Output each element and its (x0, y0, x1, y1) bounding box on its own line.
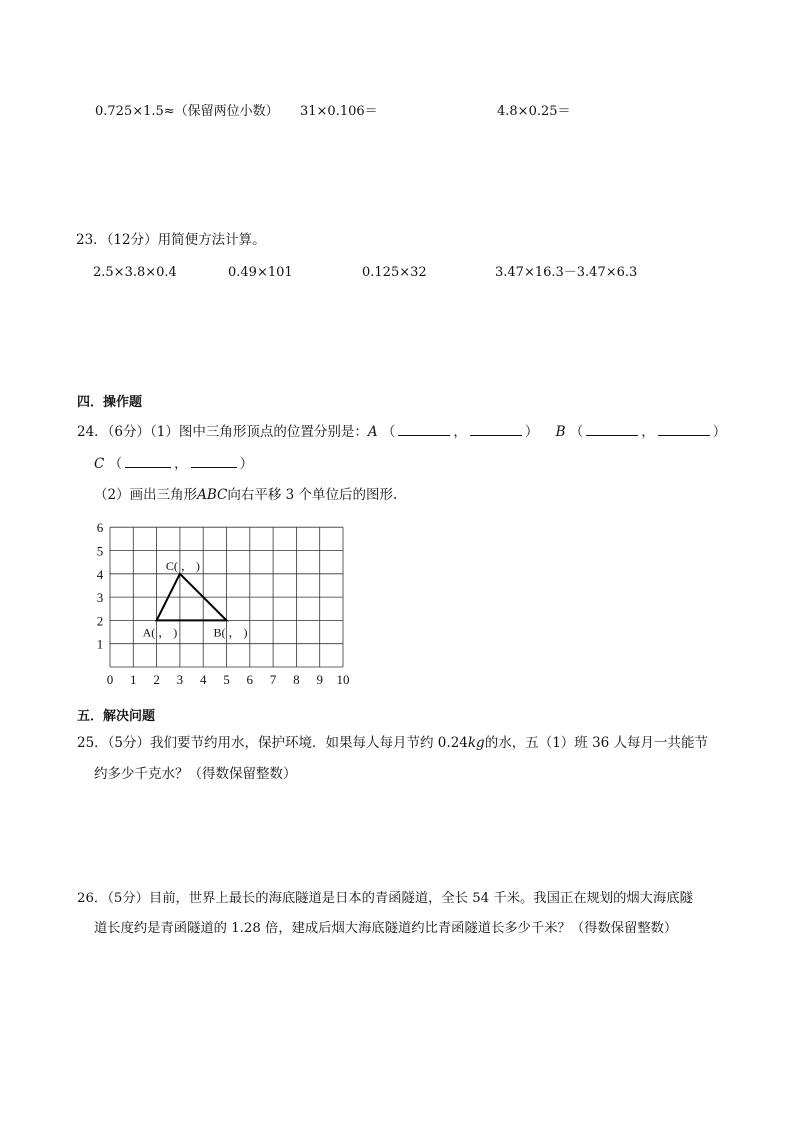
question-26-line2: 道长度约是青函隧道的 1.28 倍，建成后烟大海底隧道约比青函隧道长多少千米？（得数保留整数） (94, 921, 678, 936)
blank-c-x[interactable] (125, 455, 171, 468)
close-paren: ） (239, 456, 254, 472)
part2-rest: 向右平移 3 个单位后的图形. (227, 487, 398, 503)
q23-expr-1: 2.5×3.8×0.4 (93, 265, 177, 280)
x-tick-label: 6 (246, 672, 254, 687)
close-paren: ） (524, 424, 539, 440)
question-25-line2: 约多少千克水？（得数保留整数） (94, 766, 297, 782)
vertex-label-c: C( ， ) (165, 558, 200, 573)
open-paren: （ (381, 424, 396, 440)
close-paren: ） (712, 424, 727, 440)
part2-text: （2）画出三角形 (94, 487, 198, 503)
y-tick-label: 1 (96, 636, 104, 652)
q23-expr-4: 3.47×16.3－3.47×6.3 (495, 265, 638, 280)
x-tick-label: 9 (316, 672, 323, 687)
question-26-line1: 26．（5分）目前，世界上最长的海底隧道是日本的青函隧道，全长 54 千米。我国正在规划的烟大海底隧 (77, 891, 693, 906)
q25-text-a: 25．（5分）我们要节约用水，保护环境．如果每人每月节约 0.24 (77, 735, 468, 751)
comma: ， (641, 424, 655, 440)
q25-unit: kg (467, 735, 485, 751)
expr-31x0106: 31×0.106＝ (300, 104, 378, 119)
q23-expr-3: 0.125×32 (362, 265, 427, 280)
y-tick-label: 5 (96, 543, 104, 559)
coordinate-grid-svg (88, 515, 358, 690)
blank-b-y[interactable] (658, 423, 710, 436)
label-b: B (555, 424, 566, 440)
triangle-abc-label: ABC (197, 487, 228, 503)
blank-b-x[interactable] (586, 423, 638, 436)
question-24-line2 (94, 455, 253, 472)
open-paren: （ (108, 456, 123, 472)
vertex-label-b: B( ， ) (213, 625, 248, 640)
y-tick-label: 3 (96, 590, 104, 606)
comma: ， (174, 456, 188, 472)
x-tick-label: 0 (106, 672, 114, 687)
vertex-label-a: A( ， ) (142, 625, 178, 640)
q25-text-b: 的水，五（1）班 36 人每月一共能节 (484, 735, 709, 751)
x-tick-label: 3 (176, 672, 184, 687)
x-tick-label: 10 (336, 672, 350, 687)
question-25-line1 (77, 735, 708, 751)
label-c: C (94, 456, 105, 472)
open-paren: （ (569, 424, 584, 440)
expr-48x025: 4.8×0.25＝ (497, 104, 571, 119)
q24-prefix: 24．（6分）（1）图中三角形顶点的位置分别是： (77, 424, 368, 440)
question-23-title: 23．（12分）用简便方法计算。 (76, 232, 266, 248)
comma: ， (453, 424, 467, 440)
x-tick-label: 5 (223, 672, 230, 687)
section-4-heading: 四．操作题 (77, 395, 143, 410)
coordinate-grid (88, 515, 358, 690)
x-tick-label: 7 (269, 672, 277, 687)
expr-0725x15: 0.725×1.5≈（保留两位小数） (95, 104, 279, 119)
question-24-part2 (94, 487, 397, 503)
y-tick-label: 2 (96, 613, 104, 629)
blank-c-y[interactable] (191, 455, 237, 468)
x-tick-label: 2 (153, 672, 160, 687)
x-tick-label: 8 (293, 672, 300, 687)
x-tick-label: 4 (199, 672, 207, 687)
blank-a-y[interactable] (470, 423, 522, 436)
q23-expr-2: 0.49×101 (228, 265, 293, 280)
y-tick-label: 6 (96, 520, 104, 536)
section-5-heading: 五．解决问题 (77, 709, 156, 724)
question-24-line1 (77, 423, 726, 440)
x-tick-label: 1 (130, 672, 137, 687)
label-a: A (367, 424, 378, 440)
blank-a-x[interactable] (398, 423, 450, 436)
y-tick-label: 4 (96, 566, 104, 582)
